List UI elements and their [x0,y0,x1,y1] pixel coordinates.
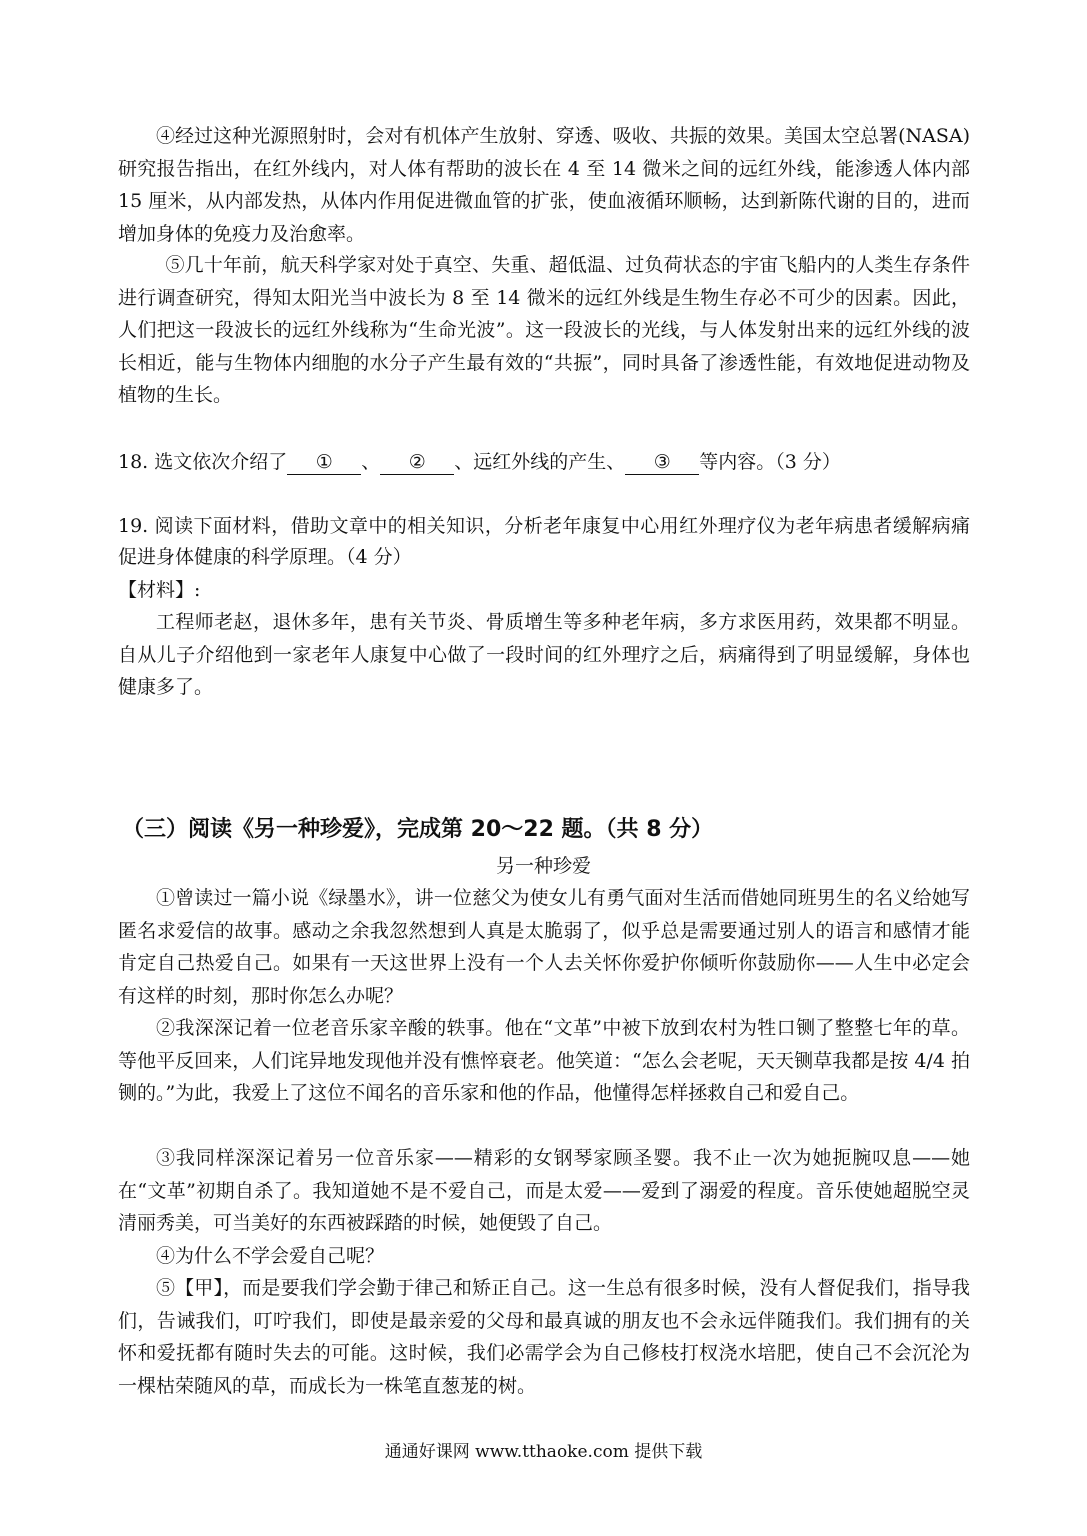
material-text: 工程师老赵，退休多年，患有关节炎、骨质增生等多种老年病，多方求医用药，效果都不明显。自从儿子介绍他到一家老年人康复中心做了一段时间的红外理疗之后，病痛得到了明显缓解，身体也健康多了。 [118,611,970,698]
answer-blank-1[interactable]: ① [287,450,361,475]
essay-paragraph-5: ⑤【甲】，而是要我们学会勤于律己和矫正自己。这一生总有很多时候，没有人督促我们，指导我们，告诫我们，叮咛我们，即使是最亲爱的父母和最真诚的朋友也不会永远伴随我们。我们拥有的关怀和爱抚都有随时失去的可能。这时候，我们必需学会为自己修枝打杈浇水培肥，使自己不会沉沦为一棵枯荣随风的草，而成长为一株笔直葱茏的树。 [118,1277,970,1397]
essay-paragraph-2: ②我深深记着一位老音乐家辛酸的轶事。他在“文革”中被下放到农村为牲口铡了整整七年的草。等他平反回来，人们诧异地发现他并没有憔悴衰老。他笑道：“怎么会老呢，天天铡草我都是按 4/4 拍铡的。”为此，我爱上了这位不闻名的音乐家和他的作品，他懂得怎样拯救自己和爱自己。 [118,1017,970,1104]
question-18-middle: 、远红外线的产生、 [454,451,626,473]
answer-blank-2[interactable]: ② [380,450,454,475]
essay-paragraph-1: ①曾读过一篇小说《绿墨水》，讲一位慈父为使女儿有勇气面对生活而借她同班男生的名义给她写匿名求爱信的故事。感动之余我忽然想到人真是太脆弱了，似乎总是需要通过别人的语言和感情才能肯定自己热爱自己。如果有一天这世界上没有一个人去关怀你爱护你倾听你鼓励你——人生中必定会有这样的时刻，那时你怎么办呢？ [118,887,970,1007]
question-18-suffix: 等内容。（3 分） [699,451,841,473]
passage-paragraph-4: ④经过这种光源照射时，会对有机体产生放射、穿透、吸收、共振的效果。美国太空总署(NASA)研究报告指出，在红外线内，对人体有帮助的波长在 4 至 14 微米之间的远红外线，能渗透人体内部 15 厘米，从内部发热，从体内作用促进微血管的扩张，使血液循环顺畅，达到新陈代谢的目的，进而增加身体的免疫力及治愈率。 [118,125,970,245]
separator: 、 [361,451,381,473]
passage-paragraph-5: ⑤几十年前，航天科学家对处于真空、失重、超低温、过负荷状态的宇宙飞船内的人类生存条件进行调查研究，得知太阳光当中波长为 8 至 14 微米的远红外线是生物生存必不可少的因素。因此，人们把这一段波长的远红外线称为“生命光波”。这一段波长的光线，与人体发射出来的远红外线的波长相近，能与生物体内细胞的水分子产生最有效的“共振”，同时具备了渗透性能，有效地促进动物及植物的生长。 [118,254,970,406]
essay-title: 另一种珍爱 [495,855,591,877]
page-footer: 通通好课网 www.tthaoke.com 提供下载 [384,1442,703,1462]
section-3-heading: （三）阅读《另一种珍爱》，完成第 20～22 题。（共 8 分） [122,817,714,842]
essay-paragraph-3: ③我同样深深记着另一位音乐家——精彩的女钢琴家顾圣婴。我不止一次为她扼腕叹息——她在“文革”初期自杀了。我知道她不是不爱自己，而是太爱——爱到了溺爱的程度。音乐使她超脱空灵清丽秀美，可当美好的东西被踩踏的时候，她便毁了自己。 [118,1147,970,1234]
question-19: 19. 阅读下面材料，借助文章中的相关知识，分析老年康复中心用红外理疗仪为老年病患者缓解病痛促进身体健康的科学原理。（4 分） [118,515,970,568]
essay-paragraph-4: ④为什么不学会爱自己呢？ [156,1245,385,1267]
answer-blank-3[interactable]: ③ [625,450,699,475]
material-label: 【材料】: [118,579,201,601]
question-18-prefix: 18. 选文依次介绍了 [118,451,288,473]
question-18 [118,446,970,478]
